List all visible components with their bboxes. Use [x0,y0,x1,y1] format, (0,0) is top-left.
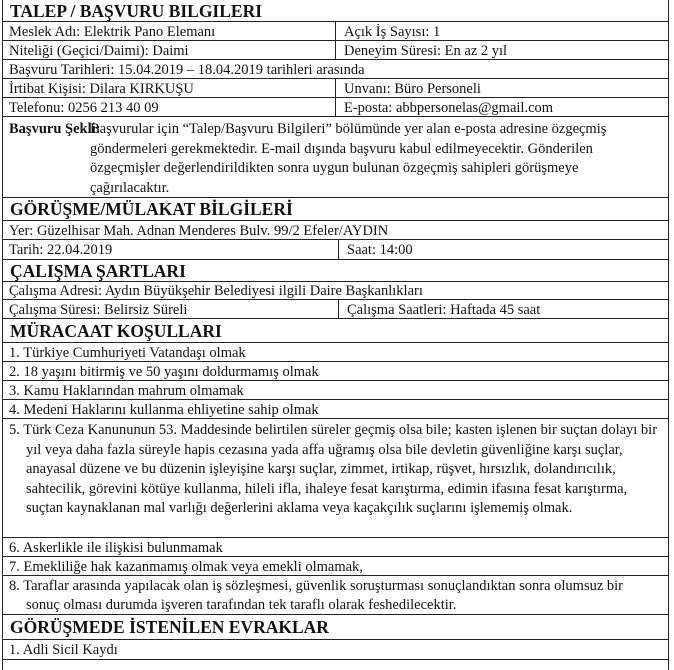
job-posting-document [2,0,669,670]
table-row [3,22,668,41]
condition-1: 1. Türkiye Cumhuriyeti Vatandaşı olmak [9,345,246,361]
table-row [3,300,668,319]
section-title: GÖRÜŞMEDE İSTENİLEN EVRAKLAR [10,617,329,637]
condition-4: 4. Medeni Haklarını kullanma ehliyetine sahip olmak [9,402,319,418]
table-row [3,98,668,117]
condition-3: 3. Kamu Haklarından mahrum olmamak [9,383,244,399]
condition-8: 8. Taraflar arasında yapılacak olan iş sözleşmesi, güvenlik soruşturması sonuçlandıktan sonra olumsuz bir sonuç olması durumda işveren tarafından tek taraflı olarak feshedilecektir. [9,578,624,613]
table-row [3,41,668,60]
gorusme-tarih: Tarih: 22.04.2019 [9,242,113,258]
list-item [3,419,668,538]
section-title: GÖRÜŞME/MÜLAKAT BİLGİLERİ [10,199,293,219]
list-item [3,576,668,615]
section-title: ÇALIŞMA ŞARTLARI [10,261,186,281]
unvani: Unvanı: Büro Personeli [335,79,668,97]
calisma-adresi: Çalışma Adresi: Aydın Büyükşehir Belediyesi ilgili Daire Başkanlıkları [9,283,423,299]
irtibat-kisisi: İrtibat Kişisi: Dilara KIRKUŞU [9,81,194,97]
condition-2: 2. 18 yaşını bitirmiş ve 50 yaşını doldurmamış olmak [9,364,319,380]
section-heading-gorusme [3,198,668,221]
telefon: Telefonu: 0256 213 40 09 [9,100,159,116]
section-heading-muracaat [3,319,668,343]
list-item [3,400,668,419]
niteligi: Niteliği (Geçici/Daimi): Daimi [9,43,189,59]
list-item [3,557,668,576]
basvuru-tarihleri: Başvuru Tarihleri: 15.04.2019 – 18.04.2019 tarihleri arasında [9,62,365,78]
document-1: 1. Adli Sicil Kaydı [9,642,118,658]
acik-is-sayisi: Açık İş Sayısı: 1 [335,22,668,40]
table-row [3,79,668,98]
list-item [3,538,668,557]
calisma-suresi: Çalışma Süresi: Belirsiz Süreli [9,302,188,318]
condition-5: 5. Türk Ceza Kanununun 53. Maddesinde belirtilen süreler geçmiş olsa bile; kasten işlenen bir suçtan dolayı bir yıl veya daha fazla süreyle hapis cezasına yada affa uğramış olsa bile devletin güvenliğine karşı suçlar, anayasal düzene ve bu düzenin işleyişine karşı suçlar, zimmet, irtikap, rüşvet, hırsızlık, dolandırıcılık, sahtecilik, görevini kötüye kullanma, hileli ifla, ihaleye fesat karıştırma, edimin ifasına fesat karıştırma, suçtan kaynaklanan mal varlığı değerlerini aklama veya kaçakçılık suçlarını işlememiş olmak. [9,422,658,517]
section-heading-calisma [3,260,668,282]
calisma-saatleri: Çalışma Saatleri: Haftada 45 saat [338,300,668,318]
meslek-adi: Meslek Adı: Elektrik Pano Elemanı [9,24,216,40]
table-row [3,221,668,240]
basvuru-sekli-row [3,117,668,198]
list-item [3,362,668,381]
list-item-partial [3,660,668,670]
section-heading-talep [3,0,668,22]
list-item [3,381,668,400]
section-title: MÜRACAAT KOŞULLARI [10,321,222,341]
table-row [3,282,668,300]
gorusme-saat: Saat: 14:00 [338,240,668,259]
list-item [3,343,668,362]
basvuru-sekli-text: Başvurular için “Talep/Başvuru Bilgileri” bölümünde yer alan e-posta adresine özgeçmiş göndermeleri gerekmektedir. E-mail dışında başvuru kabul edilmeyecektir. Gönderilen özgeçmişler değerlendirildikten sonra uygun bulunan özgeçmiş sahipleri görüşmeye çağırılacaktır. [90,121,607,196]
section-heading-evraklar [3,615,668,640]
basvuru-sekli-label: Başvuru Şekli: [9,121,101,137]
condition-6: 6. Askerlikle ile ilişkisi bulunmamak [9,540,223,556]
eposta[interactable]: E-posta: abbpersonelas@gmail.com [335,98,668,116]
deneyim-suresi: Deneyim Süresi: En az 2 yıl [335,41,668,59]
condition-7: 7. Emekliliğe hak kazanmamış olmak veya emekli olmamak, [9,559,363,575]
section-title: TALEP / BAŞVURU BILGILERI [10,1,263,21]
table-row [3,240,668,260]
condition-5-wrap [9,421,659,519]
list-item [3,640,668,660]
gorusme-yer: Yer: Güzelhisar Mah. Adnan Menderes Bulv. 99/2 Efeler/AYDIN [9,223,389,239]
table-row [3,60,668,79]
